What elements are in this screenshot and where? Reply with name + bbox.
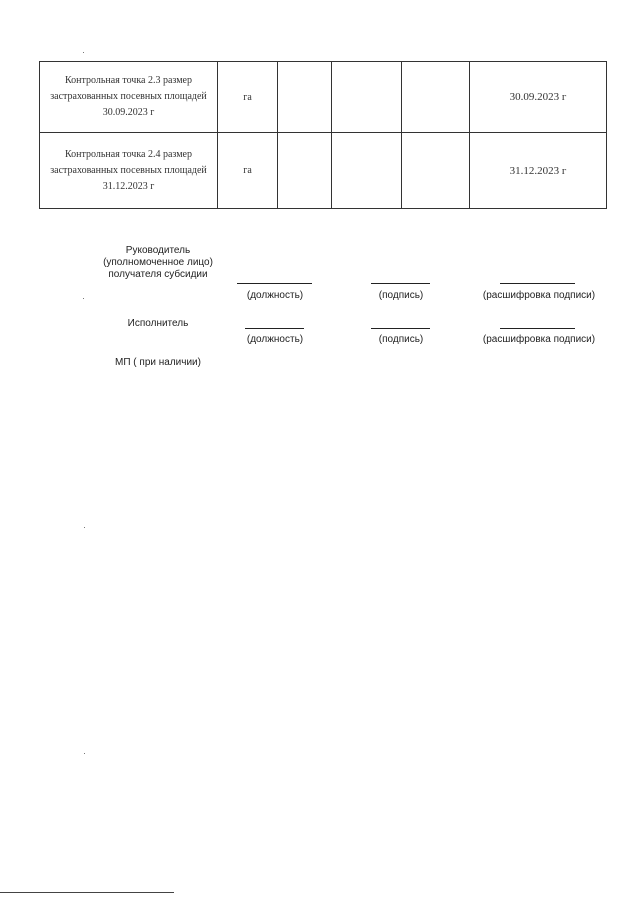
decoding-caption: (расшифровка подписи) <box>482 290 596 301</box>
empty-cell <box>278 133 332 209</box>
table-row <box>40 133 607 209</box>
position-line <box>245 328 304 329</box>
date-cell: 31.12.2023 г <box>470 133 607 209</box>
signature-line <box>371 328 430 329</box>
table-row <box>40 62 607 133</box>
position-caption: (должность) <box>246 290 304 301</box>
signature-caption: (подпись) <box>378 334 424 345</box>
control-point-name: Контрольная точка 2.4 размер застрахованных посевных площадей 31.12.2023 г <box>40 133 218 209</box>
date-cell: 30.09.2023 г <box>470 62 607 133</box>
stamp-label: МП ( при наличии) <box>115 357 201 368</box>
unit-cell: га <box>218 133 278 209</box>
empty-cell <box>278 62 332 133</box>
scan-speck <box>84 527 85 528</box>
signature-caption: (подпись) <box>378 290 424 301</box>
signature-line <box>371 283 430 284</box>
empty-cell <box>402 133 470 209</box>
position-line <box>237 283 312 284</box>
decoding-line <box>500 283 575 284</box>
footnote-separator <box>0 892 174 893</box>
decoding-line <box>500 328 575 329</box>
scan-speck <box>84 753 85 754</box>
control-points-table <box>39 61 607 209</box>
position-caption: (должность) <box>246 334 304 345</box>
scan-speck <box>83 52 84 53</box>
decoding-caption: (расшифровка подписи) <box>482 334 596 345</box>
control-point-name: Контрольная точка 2.3 размер застрахованных посевных площадей 30.09.2023 г <box>40 62 218 133</box>
empty-cell <box>332 133 402 209</box>
empty-cell <box>332 62 402 133</box>
empty-cell <box>402 62 470 133</box>
head-label: Руководитель (уполномоченное лицо) получателя субсидии <box>103 245 213 280</box>
scan-speck <box>83 298 84 299</box>
unit-cell: га <box>218 62 278 133</box>
executor-label: Исполнитель <box>127 318 189 329</box>
